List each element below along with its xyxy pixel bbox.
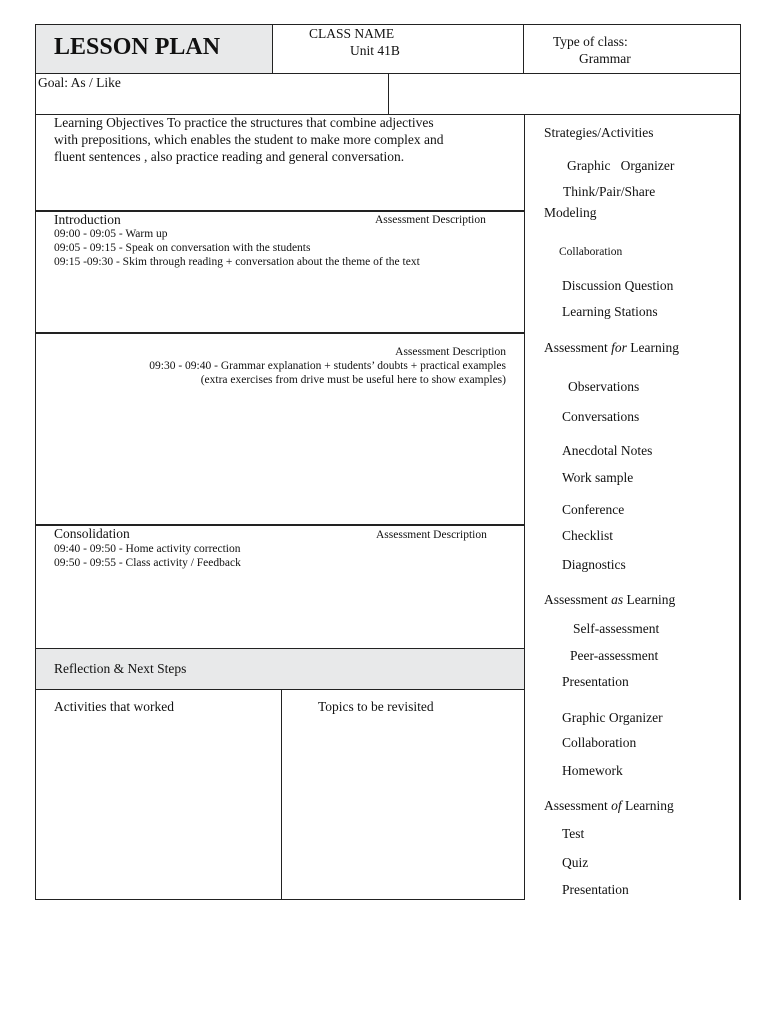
class-type-value: Grammar	[579, 51, 631, 66]
assessment-as-item: Collaboration	[562, 735, 637, 750]
introduction-line-1: 09:00 - 09:05 - Warm up	[54, 228, 168, 240]
assessment-of-title: Assessment of Learning	[544, 798, 674, 813]
class-name-value: Unit 41B	[350, 43, 400, 58]
divider	[35, 332, 525, 334]
strategies-title: Strategies/Activities	[544, 125, 654, 140]
introduction-line-3: 09:15 -09:30 - Skim through reading + conversation about the theme of the text	[54, 256, 420, 268]
learning-objectives-line-1: Learning Objectives To practice the structures that combine adjectives	[54, 115, 434, 130]
assessment-for-title: Assessment for Learning	[544, 340, 679, 355]
assessment-as-item: Self-assessment	[573, 621, 660, 636]
assessment-for-item: Diagnostics	[562, 557, 626, 572]
learning-objectives-line-2: with prepositions, which enables the student to make more complex and	[54, 132, 444, 147]
class-name-label: CLASS NAME	[309, 26, 395, 41]
assessment-as-item: Presentation	[562, 674, 629, 689]
assessment-for-item: Conversations	[562, 409, 640, 424]
goal-text: Goal: As / Like	[38, 75, 121, 90]
strategy-item: Modeling	[544, 205, 597, 220]
topics-revisit-cell	[281, 689, 525, 900]
strategy-item: Think/Pair/Share	[563, 184, 656, 199]
reflection-title: Reflection & Next Steps	[54, 661, 187, 676]
learning-objectives-line-3: fluent sentences , also practice reading and general conversation.	[54, 149, 405, 164]
main-line-1: 09:30 - 09:40 - Grammar explanation + students’ doubts + practical examples	[149, 360, 506, 372]
sidebar-right-border	[739, 114, 741, 900]
assessment-as-item: Homework	[562, 763, 623, 778]
introduction-title: Introduction	[54, 212, 121, 227]
consolidation-assessment-label: Assessment Description	[376, 529, 487, 541]
activities-worked-cell	[35, 689, 282, 900]
assessment-for-item: Checklist	[562, 528, 613, 543]
introduction-assessment-label: Assessment Description	[375, 214, 486, 226]
activities-worked-label: Activities that worked	[54, 699, 174, 714]
topics-revisit-label: Topics to be revisited	[318, 699, 434, 714]
class-type-label: Type of class:	[553, 34, 628, 49]
assessment-for-item: Conference	[562, 502, 625, 517]
consolidation-line-1: 09:40 - 09:50 - Home activity correction	[54, 543, 241, 555]
introduction-line-2: 09:05 - 09:15 - Speak on conversation with the students	[54, 242, 311, 254]
strategy-item: Collaboration	[559, 246, 623, 258]
assessment-of-item: Test	[562, 826, 585, 841]
strategy-item: Learning Stations	[562, 304, 658, 319]
assessment-for-item: Anecdotal Notes	[562, 443, 653, 458]
assessment-of-item: Presentation	[562, 882, 629, 897]
assessment-as-item: Peer-assessment	[570, 648, 659, 663]
assessment-of-item: Quiz	[562, 855, 589, 870]
strategy-item: Graphic Organizer	[567, 158, 675, 173]
assessment-for-item: Observations	[568, 379, 640, 394]
consolidation-title: Consolidation	[54, 526, 130, 541]
page-title: LESSON PLAN	[54, 34, 221, 60]
consolidation-line-2: 09:50 - 09:55 - Class activity / Feedback	[54, 557, 241, 569]
assessment-as-item: Graphic Organizer	[562, 710, 663, 725]
main-assessment-label: Assessment Description	[395, 346, 506, 358]
main-line-2: (extra exercises from drive must be useful here to show examples)	[200, 374, 506, 386]
goal-extra-cell	[388, 73, 741, 115]
assessment-as-title: Assessment as Learning	[544, 592, 676, 607]
assessment-for-item: Work sample	[562, 470, 634, 485]
strategy-item: Discussion Question	[562, 278, 674, 293]
